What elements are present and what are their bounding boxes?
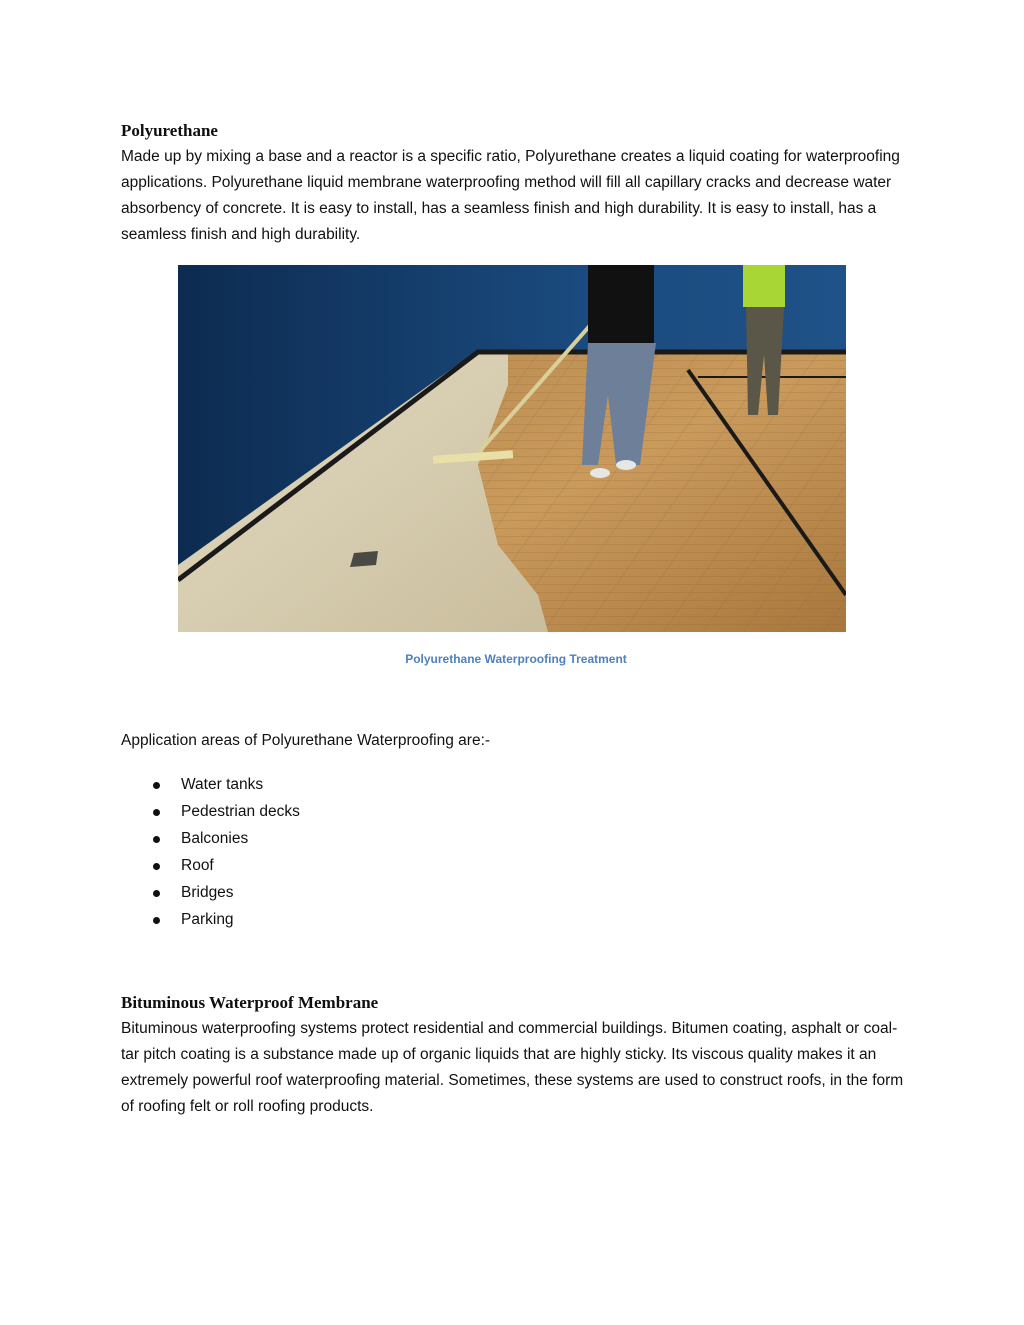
bullet-icon xyxy=(153,809,160,816)
polyurethane-paragraph: Made up by mixing a base and a reactor is a specific ratio, Polyurethane creates a liquid coating for waterproofing applications. Polyurethane liquid membrane waterproofing method will fill all capillary cracks and decrease water absorbency of concrete. It is easy to install, has a seamless finish and high durability. It is easy to install, has a seamless finish and high durability. xyxy=(121,148,900,243)
applications-intro: Application areas of Polyurethane Waterproofing are:- xyxy=(121,732,491,749)
bullet-icon xyxy=(153,782,160,789)
list-item-label: Pedestrian decks xyxy=(181,803,300,820)
list-item-label: Balconies xyxy=(181,830,249,847)
list-item xyxy=(121,853,300,880)
list-item-label: Roof xyxy=(181,857,214,874)
bullet-icon xyxy=(153,863,160,870)
list-item xyxy=(121,772,300,799)
polyurethane-photo xyxy=(178,265,846,632)
bituminous-paragraph: Bituminous waterproofing systems protect residential and commercial buildings. Bitumen coating, asphalt or coal-tar pitch coating is a substance made up of organic liquids that are highly sticky. Its viscous quality makes it an extremely powerful roof waterproofing material. Sometimes, these systems are used to construct roofs, in the form of roofing felt or roll roofing products. xyxy=(121,1020,904,1115)
list-item-label: Water tanks xyxy=(181,776,264,793)
bullet-icon xyxy=(153,917,160,924)
list-item-label: Parking xyxy=(181,911,234,928)
list-item xyxy=(121,880,300,907)
document-page xyxy=(121,118,911,1115)
list-item xyxy=(121,826,300,853)
bituminous-section xyxy=(121,990,911,1120)
section-heading-bituminous: Bituminous Waterproof Membrane xyxy=(121,993,379,1012)
bullet-icon xyxy=(153,836,160,843)
list-item xyxy=(121,907,300,934)
applications-list xyxy=(121,772,300,934)
section-heading-polyurethane: Polyurethane xyxy=(121,121,218,140)
figure-caption: Polyurethane Waterproofing Treatment xyxy=(405,652,627,666)
bullet-icon xyxy=(153,890,160,897)
list-item-label: Bridges xyxy=(181,884,234,901)
list-item xyxy=(121,799,300,826)
